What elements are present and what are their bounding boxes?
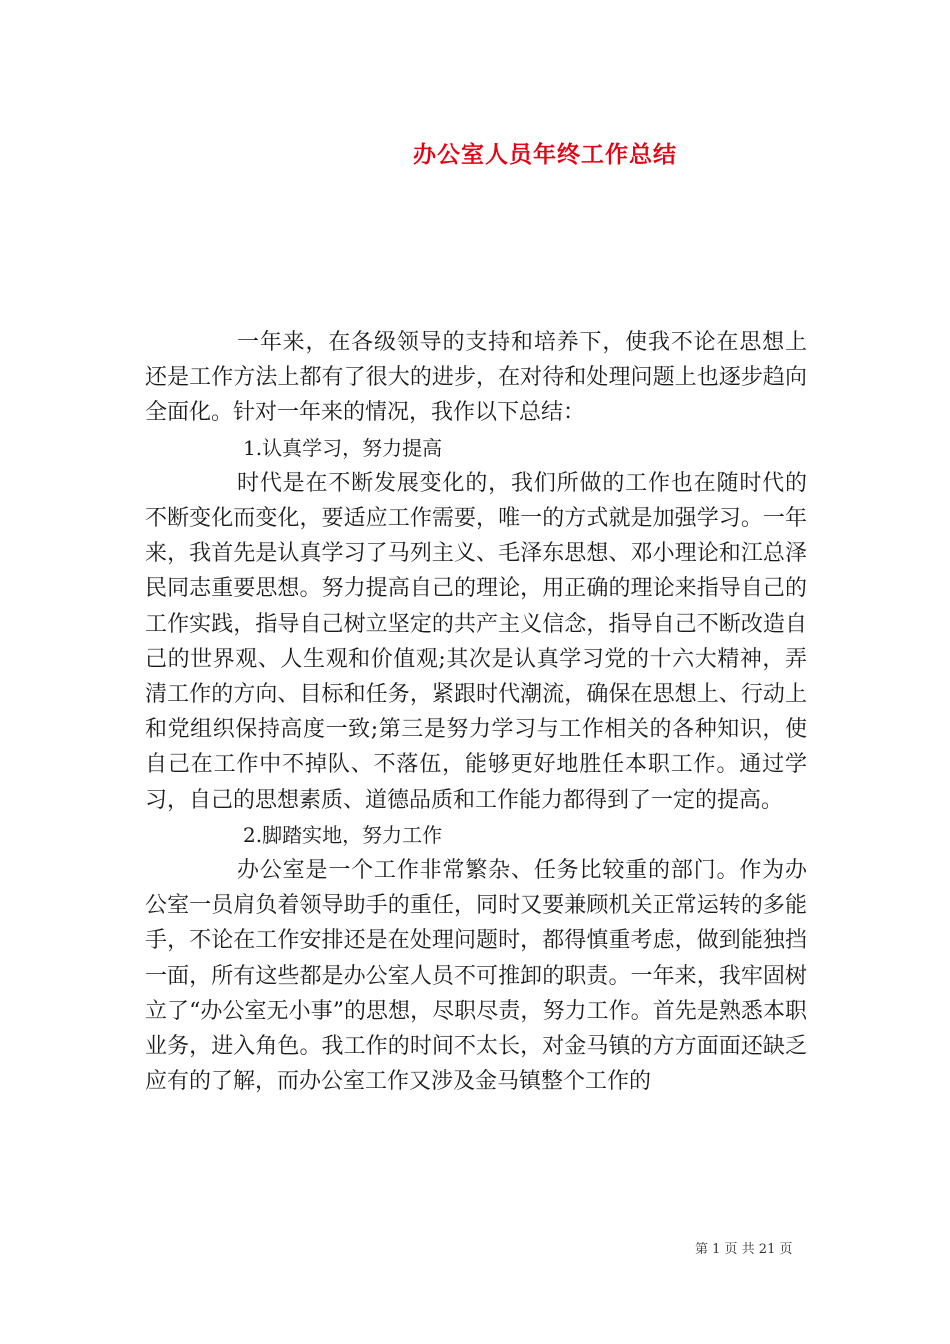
document-body: [145, 325, 807, 1099]
page-footer: 第 1 页 共 21 页: [695, 1242, 793, 1257]
section-heading-2: 2.脚踏实地，努力工作: [243, 822, 443, 847]
section-1-paragraph: 时代是在不断发展变化的，我们所做的工作也在随时代的不断变化而变化，要适应工作需要，唯一的方式就是加强学习。一年来，我首先是认真学习了马列主义、毛泽东思想、邓小理论和江总泽民同志重要思想。努力提高自己的理论，用正确的理论来指导自己的工作实践，指导自己树立坚定的共产主义信念，指导自己不断改造自己的世界观、人生观和价值观;其次是认真学习党的十六大精神，弄清工作的方向、目标和任务，紧跟时代潮流，确保在思想上、行动上和党组织保持高度一致;第三是努力学习与工作相关的各种知识，使自己在工作中不掉队、不落伍，能够更好地胜任本职工作。通过学习，自己的思想素质、道德品质和工作能力都得到了一定的提高。: [145, 470, 807, 813]
section-2-paragraph: 办公室是一个工作非常繁杂、任务比较重的部门。作为办公室一员肩负着领导助手的重任，同时又要兼顾机关正常运转的多能手，不论在工作安排还是在处理问题时，都得慎重考虑，做到能独挡一面，所有这些都是办公室人员不可推卸的职责。一年来，我牢固树立了“办公室无小事”的思想，尽职尽责，努力工作。首先是熟悉本职业务，进入角色。我工作的时间不太长，对金马镇的方方面面还缺乏应有的了解，而办公室工作又涉及金马镇整个工作的: [145, 858, 807, 1095]
section-heading-1: 1.认真学习，努力提高: [243, 435, 443, 460]
document-title: 办公室人员年终工作总结: [413, 141, 677, 168]
intro-paragraph: 一年来，在各级领导的支持和培养下，使我不论在思想上还是工作方法上都有了很大的进步，在对待和处理问题上也逐步趋向全面化。针对一年来的情况，我作以下总结：: [145, 330, 807, 426]
